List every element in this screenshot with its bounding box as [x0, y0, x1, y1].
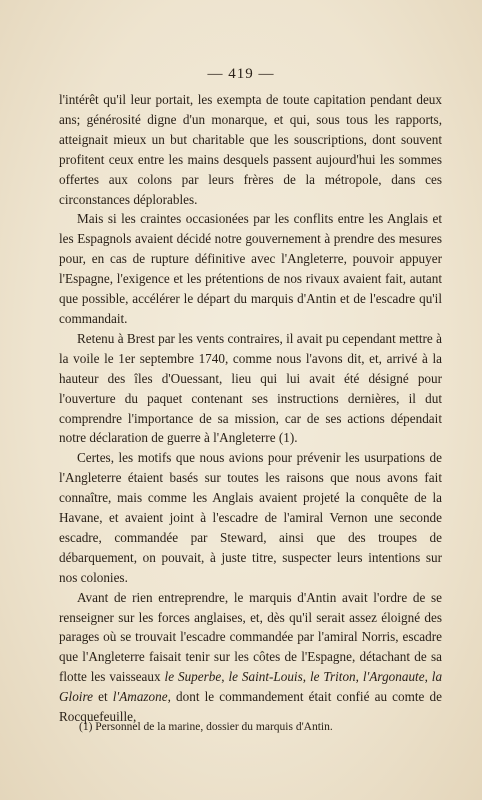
- paragraph-5: [59, 588, 442, 727]
- ship-name: le Superbe: [164, 669, 222, 685]
- paragraph-5-text: Avant de rien entreprendre, le marquis d'Antin avait l'ordre de se renseigner sur les forces anglaises, et, dès qu'il serait assez éloigné des parages où se trouvait l'escadre commandée par l'amiral Norris, escadre que l'Angleterre faisait tenir sur les côtes de l'Espagne, détachant de sa flotte les vaisseaux: [59, 589, 442, 685]
- footnote: (1) Personnel de la marine, dossier du marquis d'Antin.: [79, 721, 333, 733]
- ship-name: la Gloire: [59, 669, 443, 705]
- ship-name: le Triton: [309, 669, 356, 685]
- paragraph-5-end: , dont le commandement était confié au comte de Rocquefeuille,: [59, 689, 442, 725]
- separator: ,: [424, 669, 432, 685]
- ship-name: l'Argonaute: [362, 669, 425, 685]
- separator: ,: [355, 669, 363, 685]
- paragraph-4: Certes, les motifs que nous avions pour prévenir les usurpations de l'Angleterre étaient basés sur toutes les raisons que nous avons fait connaître, mais comme les Anglais avaient projeté la conquête de la Havane, et avaient joint à l'escadre de l'amiral Vernon une seconde escadre, commandée par Steward, ainsi que des troupes de débarquement, on pouvait, à juste titre, suspecter leurs intentions sur nos colonies.: [59, 450, 442, 585]
- main-text: [59, 90, 442, 727]
- paragraph-1: l'intérêt qu'il leur portait, les exempta de toute capitation pendant deux ans; générosité digne d'un monarque, et qui, sous tous les rapports, atteignait mieux un but charitable que les souscriptions, dont souvent profitent ceux entre les mains desquels passent aujourd'hui les sommes offertes aux colons par leurs frères de la métropole, dans ces circonstances déplorables.: [59, 92, 442, 207]
- separator: et: [92, 689, 113, 705]
- page-number: — 419 —: [207, 66, 275, 82]
- separator: ,: [302, 669, 310, 685]
- ship-name: l'Amazone: [112, 689, 168, 705]
- paragraph-2: Mais si les craintes occasionées par les conflits entre les Anglais et les Espagnols avaient décidé notre gouvernement à prendre des mesures pour, en cas de rupture définitive avec l'Angleterre, pouvoir appuyer l'Espagne, l'exigence et les prétentions de nos rivaux avaient fait, autant que possible, accélérer le départ du marquis d'Antin et de l'escadre qu'il commandait.: [59, 211, 442, 326]
- paragraph-3: Retenu à Brest par les vents contraires, il avait pu cependant mettre à la voile le 1er septembre 1740, comme nous l'avons dit, et, arrivé à la hauteur des îles d'Ouessant, lieu qui lui avait été désigné pour l'ouverture du paquet contenant ses instructions dernières, il dut comprendre l'importance de sa mission, car de ses actions dépendait notre déclaration de guerre à l'Angleterre (1).: [59, 330, 442, 446]
- ship-name: le Saint-Louis: [228, 669, 303, 685]
- separator: ,: [221, 669, 229, 685]
